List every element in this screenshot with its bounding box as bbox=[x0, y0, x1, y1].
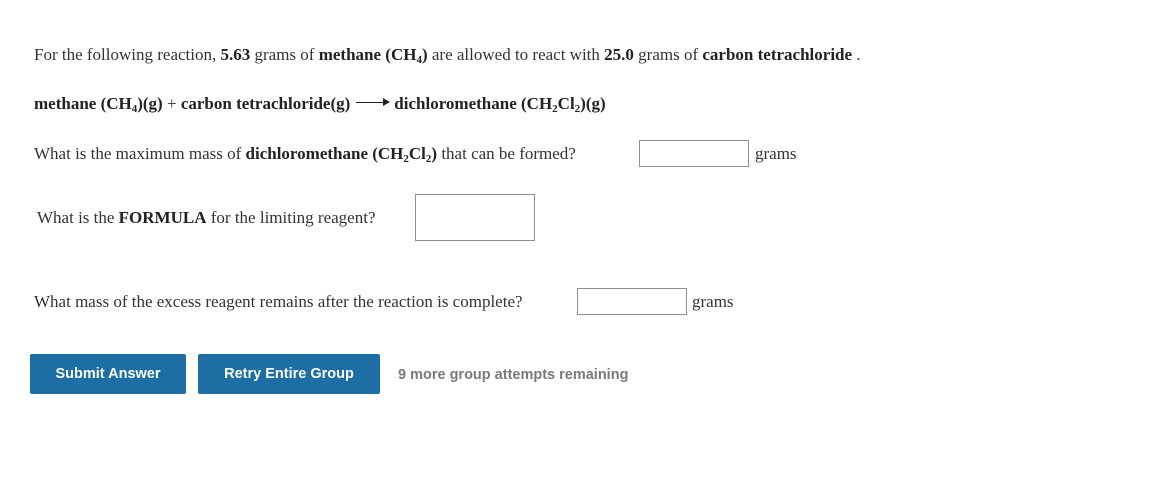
question-excess-reagent: What mass of the excess reagent remains after the reaction is complete? bbox=[34, 292, 523, 311]
question-limiting-reagent: What is the FORMULA for the limiting reagent? bbox=[37, 208, 376, 227]
intro-text: . bbox=[852, 45, 861, 64]
max-mass-unit: grams bbox=[755, 144, 797, 163]
equation-reactant-methane: methane $(CH_4)(g)$ bbox=[34, 94, 163, 115]
reaction-arrow-icon bbox=[356, 97, 390, 107]
question-max-mass: What is the maximum mass of dichloromethane $(CH_2Cl_2)$ that can be formed? bbox=[34, 144, 576, 165]
limiting-reagent-input[interactable] bbox=[416, 195, 534, 240]
excess-mass-unit: grams bbox=[692, 292, 734, 311]
equation-product: dichloromethane $(CH_2Cl_2)(g)$ bbox=[394, 94, 606, 115]
methane-mass: 5.63 bbox=[220, 45, 251, 64]
limiting-reagent-input-box bbox=[415, 194, 535, 241]
reagent-carbon-tetrachloride: carbon tetrachloride bbox=[702, 45, 853, 64]
formula-emphasis: FORMULA bbox=[118, 208, 207, 227]
reagent-methane: methane $(CH_4)$ bbox=[318, 45, 428, 66]
intro-text: are allowed to react with bbox=[427, 45, 605, 64]
intro-text: For the following reaction, bbox=[34, 45, 221, 64]
max-mass-input-box bbox=[639, 140, 749, 167]
max-mass-input[interactable] bbox=[640, 141, 748, 166]
reaction-equation bbox=[34, 93, 606, 115]
submit-answer-button[interactable]: Submit Answer bbox=[30, 354, 186, 394]
plus-sign: + bbox=[162, 94, 181, 113]
intro-text: grams of bbox=[633, 45, 703, 64]
excess-mass-input-box bbox=[577, 288, 687, 315]
carbon-tetrachloride-mass: 25.0 bbox=[604, 45, 634, 64]
intro-text: grams of bbox=[250, 45, 319, 64]
equation-reactant-carbon-tetrachloride: carbon tetrachloride(g) bbox=[180, 94, 351, 113]
excess-mass-input[interactable] bbox=[578, 289, 686, 314]
attempts-remaining: 9 more group attempts remaining bbox=[398, 367, 629, 383]
retry-entire-group-button[interactable]: Retry Entire Group bbox=[198, 354, 380, 394]
product-name: dichloromethane $(CH_2Cl_2)$ bbox=[245, 144, 438, 165]
problem-statement bbox=[34, 44, 861, 66]
